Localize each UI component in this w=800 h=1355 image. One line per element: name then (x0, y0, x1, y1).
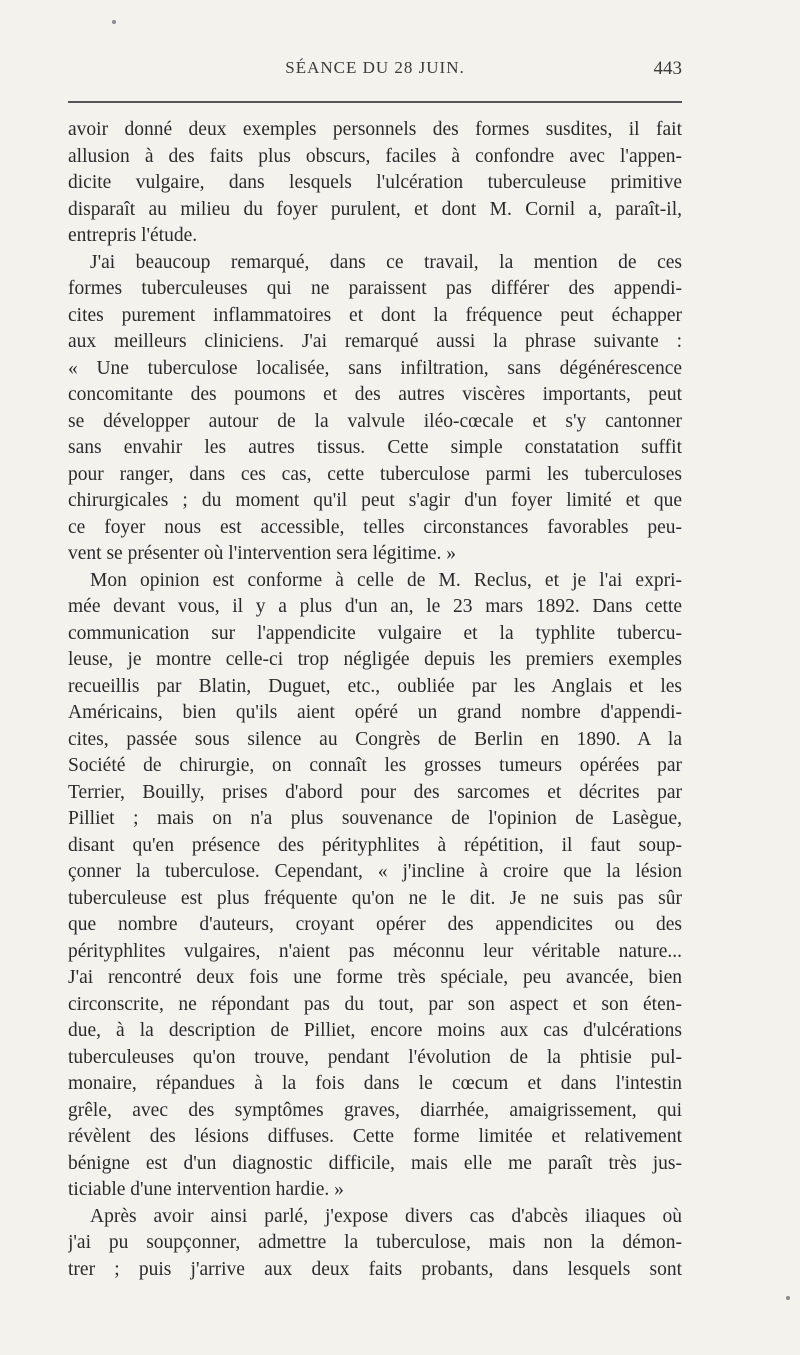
text-line: çonner la tuberculose. Cependant, « j'incline à croire que la lésion (68, 861, 682, 882)
text-line: chirurgicales ; du moment qu'il peut s'agir d'un foyer limité et que (68, 490, 682, 511)
running-title: SÉANCE DU 28 JUIN. (285, 58, 465, 77)
text-line: mée devant vous, il y a plus d'un an, le 23 mars 1892. Dans cette (68, 596, 682, 617)
page-number: 443 (653, 58, 682, 79)
text-line: bénigne est d'un diagnostic difficile, mais elle me paraît très jus- (68, 1152, 682, 1174)
paragraph-first-line: Après avoir ainsi parlé, j'expose divers cas d'abcès iliaques où (90, 1205, 682, 1227)
text-line: disparaît au milieu du foyer purulent, et dont M. Cornil a, paraît-il, (68, 198, 682, 220)
text-line: monaire, répandues à la fois dans le cœcum et dans l'intestin (68, 1073, 682, 1094)
text-line: cites purement inflammatoires et dont la fréquence peut échapper (68, 304, 682, 326)
text-line: que nombre d'auteurs, croyant opérer des appendicites ou des (68, 914, 682, 935)
text-line: ce foyer nous est accessible, telles circonstances favorables peu- (68, 516, 682, 538)
text-line: due, à la description de Pilliet, encore moins aux cas d'ulcérations (68, 1020, 682, 1041)
paper-speck (112, 20, 116, 24)
text-line: « Une tuberculose localisée, sans infiltration, sans dégénérescence (68, 357, 682, 379)
text-line: pérityphlites vulgaires, n'aient pas méconnu leur véritable nature... (68, 940, 682, 962)
text-line: allusion à des faits plus obscurs, faciles à confondre avec l'appen- (68, 145, 682, 167)
text-line: leuse, je montre celle-ci trop négligée depuis les premiers exemples (68, 649, 682, 670)
text-line: trer ; puis j'arrive aux deux faits probants, dans lesquels sont (68, 1258, 682, 1280)
text-line: grêle, avec des symptômes graves, diarrhée, amaigrissement, qui (68, 1099, 682, 1121)
text-line: communication sur l'appendicite vulgaire et la typhlite tubercu- (68, 622, 682, 644)
text-line: dicite vulgaire, dans lesquels l'ulcération tuberculeuse primitive (68, 172, 682, 193)
text-line: cites, passée sous silence au Congrès de Berlin en 1890. A la (68, 728, 682, 750)
text-line: formes tuberculeuses qui ne paraissent pas différer des appendi- (68, 278, 682, 299)
text-line: j'ai pu soupçonner, admettre la tuberculose, mais non la démon- (68, 1232, 682, 1253)
text-line: Pilliet ; mais on n'a plus souvenance de l'opinion de Lasègue, (68, 808, 682, 829)
text-line: ticiable d'une intervention hardie. » (68, 1179, 344, 1200)
text-line: se développer autour de la valvule iléo-cœcale et s'y cantonner (68, 410, 682, 432)
text-line: sans envahir les autres tissus. Cette simple constatation suffit (68, 437, 682, 458)
text-line: circonscrite, ne répondant pas du tout, par son aspect et son éten- (68, 993, 682, 1015)
text-line: concomitante des poumons et des autres viscères importants, peut (68, 384, 682, 405)
text-line: aux meilleurs cliniciens. J'ai remarqué aussi la phrase suivante : (68, 331, 682, 352)
paragraph-first-line: Mon opinion est conforme à celle de M. Reclus, et je l'ai expri- (90, 569, 682, 591)
text-line: tuberculeuse est plus fréquente qu'on ne le dit. Je ne suis pas sûr (68, 887, 682, 909)
header-rule (68, 101, 682, 103)
text-line: recueillis par Blatin, Duguet, etc., oubliée par les Anglais et les (68, 675, 682, 697)
text-line: entrepris l'étude. (68, 225, 198, 246)
text-line: vent se présenter où l'intervention sera légitime. » (68, 543, 456, 564)
text-line: tuberculeuses qu'on trouve, pendant l'évolution de la phtisie pul- (68, 1046, 682, 1068)
text-line: disant qu'en présence des pérityphlites à répétition, il faut soup- (68, 834, 682, 856)
text-line: Société de chirurgie, on connaît les grosses tumeurs opérées par (68, 755, 682, 776)
text-line: Américains, bien qu'ils aient opéré un grand nombre d'appendi- (68, 702, 682, 723)
paper-speck (786, 1296, 790, 1300)
text-line: pour ranger, dans ces cas, cette tuberculose parmi les tuberculoses (68, 463, 682, 485)
body-text (68, 117, 682, 1283)
page-header (68, 58, 682, 88)
paragraph-first-line: J'ai beaucoup remarqué, dans ce travail, la mention de ces (90, 251, 682, 273)
text-line: avoir donné deux exemples personnels des formes susdites, il fait (68, 119, 682, 140)
text-line: J'ai rencontré deux fois une forme très spéciale, peu avancée, bien (68, 967, 682, 988)
text-line: Terrier, Bouilly, prises d'abord pour des sarcomes et décrites par (68, 781, 682, 803)
text-line: révèlent des lésions diffuses. Cette forme limitée et relativement (68, 1126, 682, 1147)
